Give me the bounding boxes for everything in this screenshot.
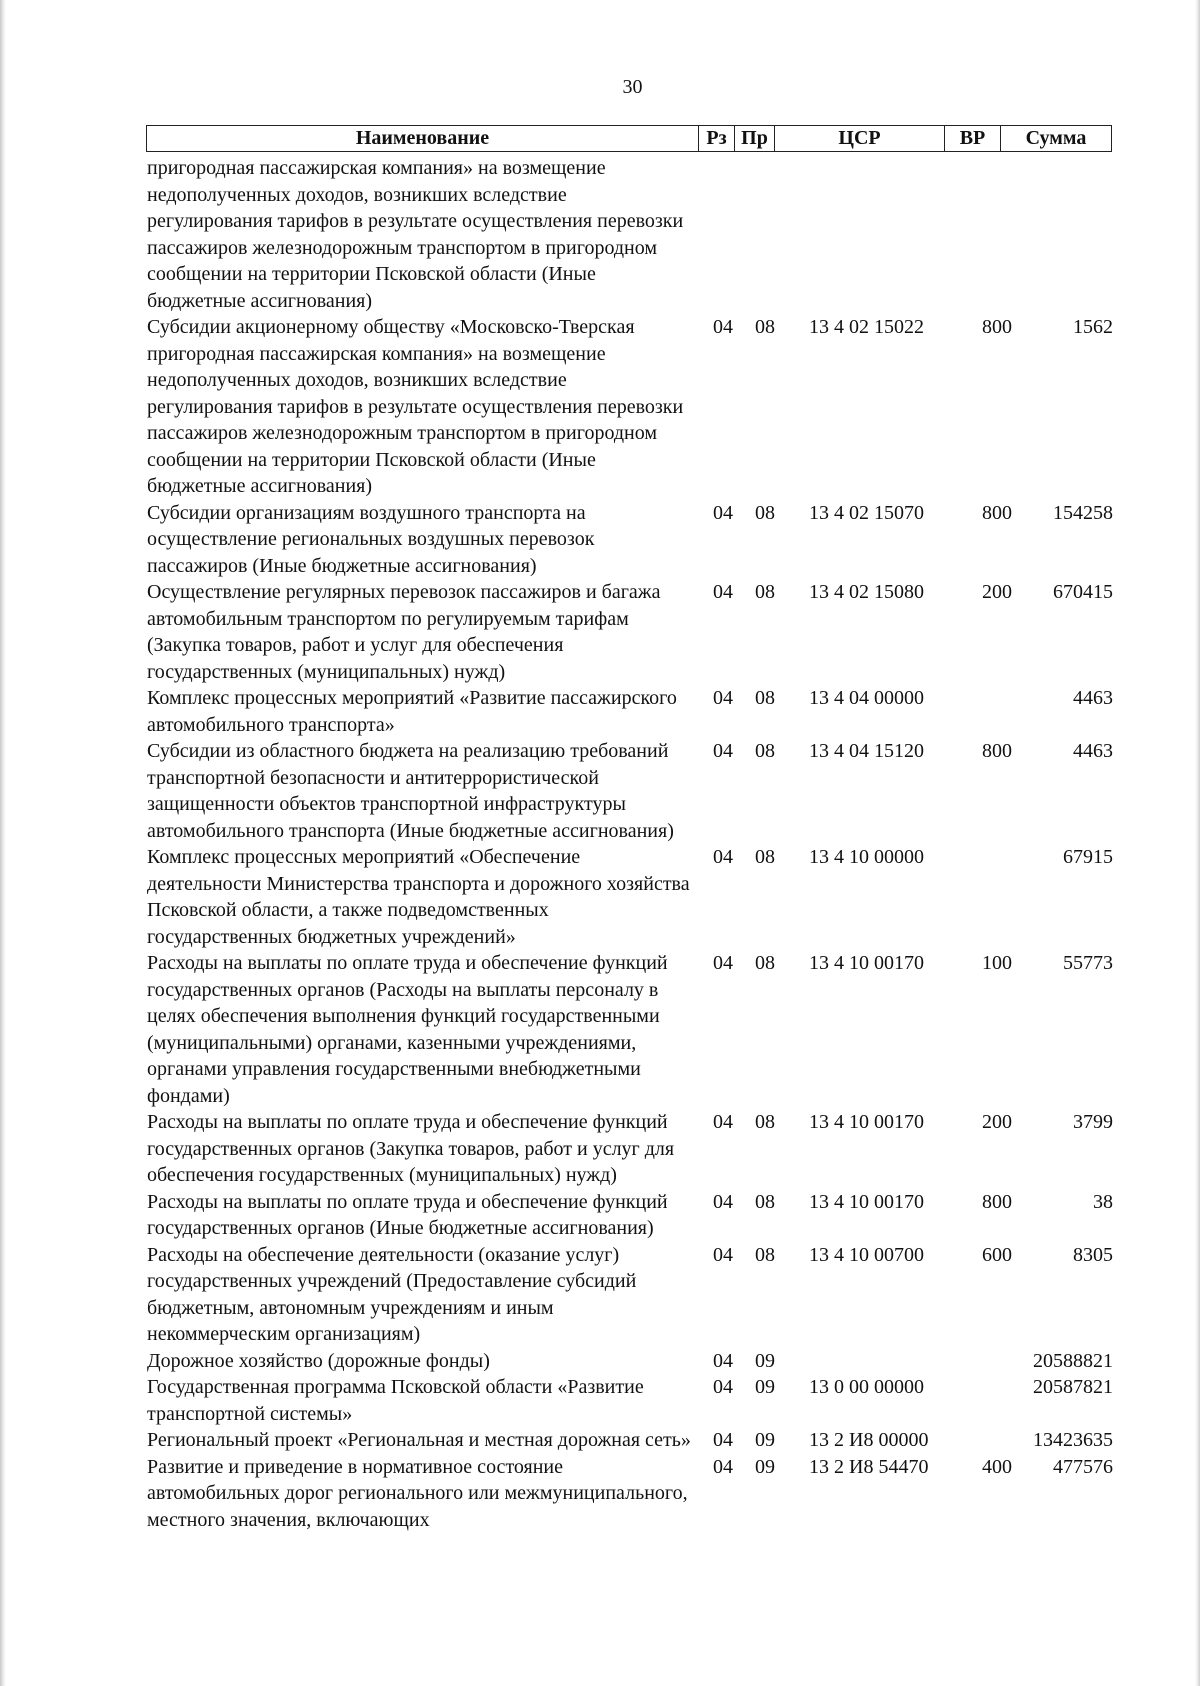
cell-name: Комплекс процессных мероприятий «Развитие пассажирского автомобильного транспорта» [147,687,677,736]
cell-vr: 800 [982,740,1012,762]
cell-vr: 100 [982,952,1012,974]
cell-sum: 20587821 [1033,1376,1113,1398]
header-rz: Рз [699,126,735,151]
page-number: 30 [622,76,643,98]
cell-csr: 13 4 04 00000 [809,687,924,709]
cell-rz: 04 [713,1376,733,1398]
header-name: Наименование [147,126,699,151]
cell-pr: 08 [755,687,775,709]
cell-rz: 04 [713,1111,733,1133]
cell-name: Расходы на выплаты по оплате труда и обеспечение функций государственных органов (Закупка товаров, работ и услуг для обеспечения государственных (муниципальных) нужд) [147,1111,675,1186]
table-row [147,1109,1113,1189]
cell-name: Государственная программа Псковской области «Развитие транспортной системы» [147,1376,644,1425]
table-row [147,1427,1113,1454]
cell-pr: 08 [755,501,775,524]
cell-csr: 13 4 10 00170 [809,952,924,974]
cell-pr: 09 [755,1455,775,1478]
table-row [147,1454,1113,1534]
cell-csr: 13 4 04 15120 [809,740,924,762]
cell-name: Комплекс процессных мероприятий «Обеспечение деятельности Министерства транспорта и дорожного хозяйства Псковской области, а также подведомственных государственных бюджетных учреждений» [147,846,690,948]
cell-pr: 08 [755,1243,775,1266]
cell-csr: 13 4 02 15080 [809,581,924,603]
table-row [147,1189,1113,1242]
cell-vr: 400 [982,1455,1012,1478]
cell-rz: 04 [713,1455,733,1478]
table-row [147,314,1113,500]
table-row [147,1242,1113,1348]
cell-csr: 13 2 И8 54470 [809,1455,929,1478]
cell-name: Субсидии из областного бюджета на реализацию требований транспортной безопасности и антитеррористической защищенности объектов транспортной инфраструктуры автомобильного транспорта (Иные бюджетные ассигнования) [147,740,674,842]
cell-name: Региональный проект «Региональная и местная дорожная сеть» [147,1429,691,1451]
cell-pr: 09 [755,1429,775,1451]
cell-rz: 04 [713,1243,733,1266]
cell-pr: 08 [755,1111,775,1133]
scan-edge-right [1195,0,1200,1686]
table-body [147,155,1113,1533]
table-row [147,155,1113,314]
cell-pr: 08 [755,846,775,868]
cell-name: Расходы на обеспечение деятельности (оказание услуг) государственных учреждений (Предоставление субсидий бюджетным, автономным учреждениям и иным некоммерческим организациям) [147,1243,637,1345]
cell-sum: 13423635 [1033,1429,1113,1451]
cell-csr: 13 4 10 00000 [809,846,924,868]
cell-sum: 8305 [1073,1243,1113,1266]
cell-name: Расходы на выплаты по оплате труда и обеспечение функций государственных органов (Расходы на выплаты персоналу в целях обеспечения выполнения функций государственными (муниципальными) органами, казенными учреждениями, органами управления государственными внебюджетными фондами) [147,952,668,1107]
cell-pr: 08 [755,1190,775,1213]
cell-name: Субсидии акционерному обществу «Московско-Тверская пригородная пассажирская компания» на возмещение недополученных доходов, возникших вследствие регулирования тарифов в результате осуществления перевозки пассажиров железнодорожным транспортом в пригородном сообщении на территории Псковской области (Иные бюджетные ассигнования) [147,316,684,497]
cell-csr: 13 4 02 15022 [809,316,924,338]
cell-rz: 04 [713,952,733,974]
cell-csr: 13 0 00 00000 [809,1376,924,1398]
cell-rz: 04 [713,740,733,762]
cell-pr: 08 [755,952,775,974]
cell-name: Субсидии организациям воздушного транспорта на осуществление региональных воздушных перевозок пассажиров (Иные бюджетные ассигнования) [147,501,595,577]
header-pr: Пр [735,126,775,151]
cell-pr: 09 [755,1349,775,1372]
cell-sum: 67915 [1063,846,1113,868]
scan-edge-left [0,0,6,1686]
cell-rz: 04 [713,687,733,709]
cell-rz: 04 [713,846,733,868]
table-row [147,579,1113,685]
cell-rz: 04 [713,1349,733,1372]
cell-pr: 08 [755,316,775,338]
cell-csr: 13 4 10 00170 [809,1111,924,1133]
cell-sum: 20588821 [1033,1349,1113,1372]
cell-vr: 200 [982,581,1012,603]
cell-vr: 600 [982,1243,1012,1266]
cell-rz: 04 [713,1429,733,1451]
table-row [147,844,1113,950]
cell-name: Развитие и приведение в нормативное состояние автомобильных дорог регионального или межмуниципального, местного значения, включающих [147,1455,688,1531]
header-sum: Сумма [1025,127,1087,149]
table-row [147,685,1113,738]
cell-name: Дорожное хозяйство (дорожные фонды) [147,1349,490,1372]
cell-rz: 04 [713,581,733,603]
table-header [146,125,1112,152]
cell-rz: 04 [713,1190,733,1213]
header-csr: ЦСР [775,126,945,151]
cell-vr: 800 [982,316,1012,338]
cell-vr: 800 [982,1190,1012,1213]
header-vr: ВР [945,126,1001,151]
table-row [147,738,1113,844]
cell-sum: 3799 [1073,1111,1113,1133]
cell-csr: 13 4 02 15070 [809,501,924,524]
table-row [147,950,1113,1109]
cell-rz: 04 [713,501,733,524]
cell-sum: 154258 [1053,501,1113,524]
cell-sum: 4463 [1073,740,1113,762]
cell-pr: 09 [755,1376,775,1398]
cell-pr: 08 [755,740,775,762]
table-row [147,1348,1113,1375]
cell-vr: 800 [982,501,1012,524]
cell-name: Расходы на выплаты по оплате труда и обеспечение функций государственных органов (Иные бюджетные ассигнования) [147,1190,668,1239]
table-row [147,500,1113,580]
cell-sum: 670415 [1053,581,1113,603]
cell-csr: 13 2 И8 00000 [809,1429,929,1451]
cell-sum: 477576 [1053,1455,1113,1478]
cell-sum: 38 [1093,1190,1113,1213]
table-row [147,1374,1113,1427]
cell-name: Осуществление регулярных перевозок пассажиров и багажа автомобильным транспортом по регулируемым тарифам (Закупка товаров, работ и услуг для обеспечения государственных (муниципальных) нужд) [147,581,661,683]
cell-sum: 1562 [1073,316,1113,338]
cell-name: пригородная пассажирская компания» на возмещение недополученных доходов, возникших вследствие регулирования тарифов в результате осуществления перевозки пассажиров железнодорожным транспортом в пригородном сообщении на территории Псковской области (Иные бюджетные ассигнования) [147,157,684,312]
cell-pr: 08 [755,581,775,603]
cell-rz: 04 [713,316,733,338]
cell-sum: 4463 [1073,687,1113,709]
cell-csr: 13 4 10 00700 [809,1243,924,1266]
cell-vr: 200 [982,1111,1012,1133]
cell-sum: 55773 [1063,952,1113,974]
cell-csr: 13 4 10 00170 [809,1190,924,1213]
